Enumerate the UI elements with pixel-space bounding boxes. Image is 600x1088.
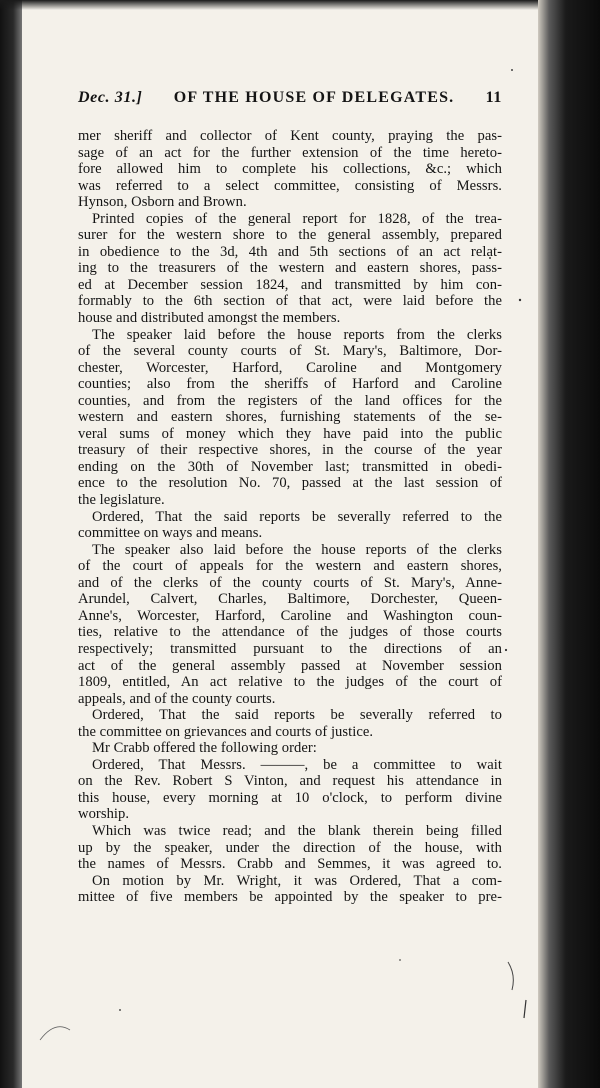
text-line: Mr Crabb offered the following order: (92, 740, 317, 757)
header-date: Dec. 31.] (78, 89, 143, 106)
text-line: counties; also from the sheriffs of Harford and Caroline (78, 376, 502, 393)
text-line: Hynson, Osborn and Brown. (78, 194, 247, 211)
text-line: On motion by Mr. Wright, it was Ordered, That a com- (92, 872, 502, 889)
text-line: Arundel, Calvert, Charles, Baltimore, Dorchester, Queen- (78, 591, 502, 608)
text-line: 1809, entitled, An act relative to the judges of the court of (78, 674, 502, 691)
text-line: appeals, and of the county courts. (78, 690, 276, 707)
text-line: ending on the 30th of November last; transmitted in obedi- (78, 458, 502, 475)
body-lines (78, 128, 502, 906)
text-line: act of the general assembly passed at November session (78, 657, 502, 674)
text-line: Anne's, Worcester, Harford, Caroline and Washington coun- (78, 607, 502, 624)
text-line: Ordered, That Messrs. ———, be a committee to wait (92, 756, 502, 773)
text-line: The speaker also laid before the house reports of the clerks (92, 541, 502, 558)
text-line: was referred to a select committee, consisting of Messrs. (78, 177, 502, 194)
text-line: Which was twice read; and the blank therein being filled (92, 822, 502, 839)
running-header (78, 88, 502, 108)
text-line: in obedience to the 3d, 4th and 5th sections of an act relat- (78, 243, 502, 260)
text-line: worship. (78, 806, 130, 823)
text-line: the legislature. (78, 492, 165, 509)
text-line: the names of Messrs. Crabb and Semmes, it was agreed to. (78, 856, 502, 873)
text-line: ence to the resolution No. 70, passed at the last session of (78, 475, 502, 492)
header-title: OF THE HOUSE OF DELEGATES. (173, 89, 455, 106)
text-line: counties, and from the registers of the land offices for the (78, 392, 502, 409)
text-line: of the court of appeals for the western and eastern shores, (78, 558, 502, 575)
text-line: The speaker laid before the house reports from the clerks (92, 326, 502, 343)
text-line: chester, Worcester, Harford, Caroline and Montgomery (78, 359, 502, 376)
text-line: mer sheriff and collector of Kent county, praying the pas- (78, 128, 502, 144)
text-line: respectively; transmitted pursuant to the directions of an (78, 640, 502, 657)
text-line: western and eastern shores, furnishing statements of the se- (78, 409, 502, 426)
text-line: up by the speaker, under the direction of the house, with (78, 839, 502, 856)
text-line: surer for the western shore to the general assembly, prepared (78, 227, 502, 244)
text-line: Ordered, That the said reports be severally referred to the (92, 508, 502, 525)
text-line: on the Rev. Robert S Vinton, and request his attendance in (78, 773, 502, 790)
text-line: committee on ways and means. (78, 525, 263, 542)
header-page-number: 11 (485, 89, 502, 106)
text-line: treasury of their respective shores, in the course of the year (78, 442, 502, 459)
text-line: formably to the 6th section of that act, were laid before the (78, 293, 502, 310)
text-line: of the several county courts of St. Mary's, Baltimore, Dor- (78, 343, 502, 360)
text-line: Ordered, That the said reports be severally referred to (92, 707, 502, 724)
text-line: Printed copies of the general report for 1828, of the trea- (92, 210, 502, 227)
page-text (78, 88, 502, 906)
text-line: house and distributed amongst the members. (78, 310, 341, 327)
text-line: ing to the treasurers of the western and eastern shores, pass- (78, 260, 502, 277)
text-line: veral sums of money which they have paid into the public (78, 425, 502, 442)
text-line: and of the clerks of the county courts of St. Mary's, Anne- (78, 574, 502, 591)
text-line: ed at December session 1824, and transmitted by him con- (78, 276, 502, 293)
text-line: this house, every morning at 10 o'clock, to perform divine (78, 789, 502, 806)
text-line: ties, relative to the attendance of the judges of those courts (78, 624, 502, 641)
text-line: fore allowed him to complete his collections, &c.; which (78, 161, 502, 178)
text-line: sage of an act for the further extension of the time hereto- (78, 144, 502, 161)
text-line: the committee on grievances and courts of justice. (78, 723, 374, 740)
text-line: mittee of five members be appointed by the speaker to pre- (78, 889, 502, 906)
